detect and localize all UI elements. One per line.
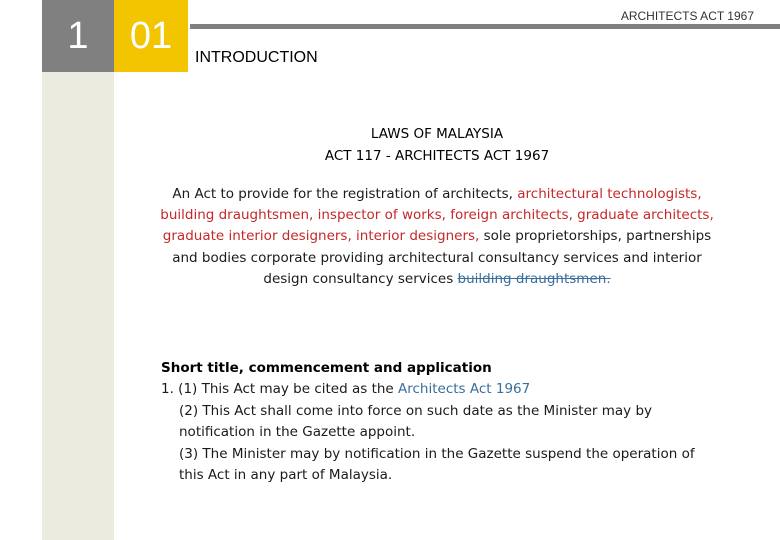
clause-1-2: (2) This Act shall come into force on such date as the Minister may by notification in the Gazette appoint. bbox=[179, 402, 653, 441]
clause-1-3: (3) The Minister may by notification in the Gazette suspend the operation of this Act in any part of Malaysia. bbox=[179, 445, 695, 484]
section-title: INTRODUCTION bbox=[195, 49, 318, 66]
section-1 bbox=[161, 358, 721, 486]
preamble-end: . bbox=[606, 270, 611, 287]
document-title: ARCHITECTS ACT 1967 bbox=[620, 9, 754, 23]
clause-1-1-text: 1. (1) This Act may be cited as the bbox=[161, 381, 399, 398]
chapter-number-box: 1 bbox=[42, 0, 114, 72]
preamble-text-continued: sole proprietorships, partnerships and bodies corporate providing architectural consultancy services and interior design consultancy services bbox=[172, 228, 712, 287]
act-preamble bbox=[154, 184, 720, 290]
law-title-line2: ACT 117 - ARCHITECTS ACT 1967 bbox=[324, 148, 550, 164]
law-title-line1: LAWS OF MALAYSIA bbox=[370, 126, 504, 142]
header-divider bbox=[190, 24, 780, 29]
preamble-deleted-text: building draughtsmen bbox=[457, 270, 607, 287]
act-citation: Architects Act 1967 bbox=[398, 381, 531, 398]
preamble-text: An Act to provide for the registration of architects, bbox=[172, 186, 518, 202]
clause-1-1 bbox=[161, 379, 721, 400]
section-heading: Short title, commencement and application bbox=[161, 360, 492, 376]
sub-number-box: 01 bbox=[114, 0, 188, 72]
side-strip bbox=[42, 72, 114, 540]
preamble-amended-text: architectural technologists, building draughtsmen, inspector of works, foreign architects, graduate architects, graduate interior designers, interior designers, bbox=[160, 186, 714, 245]
